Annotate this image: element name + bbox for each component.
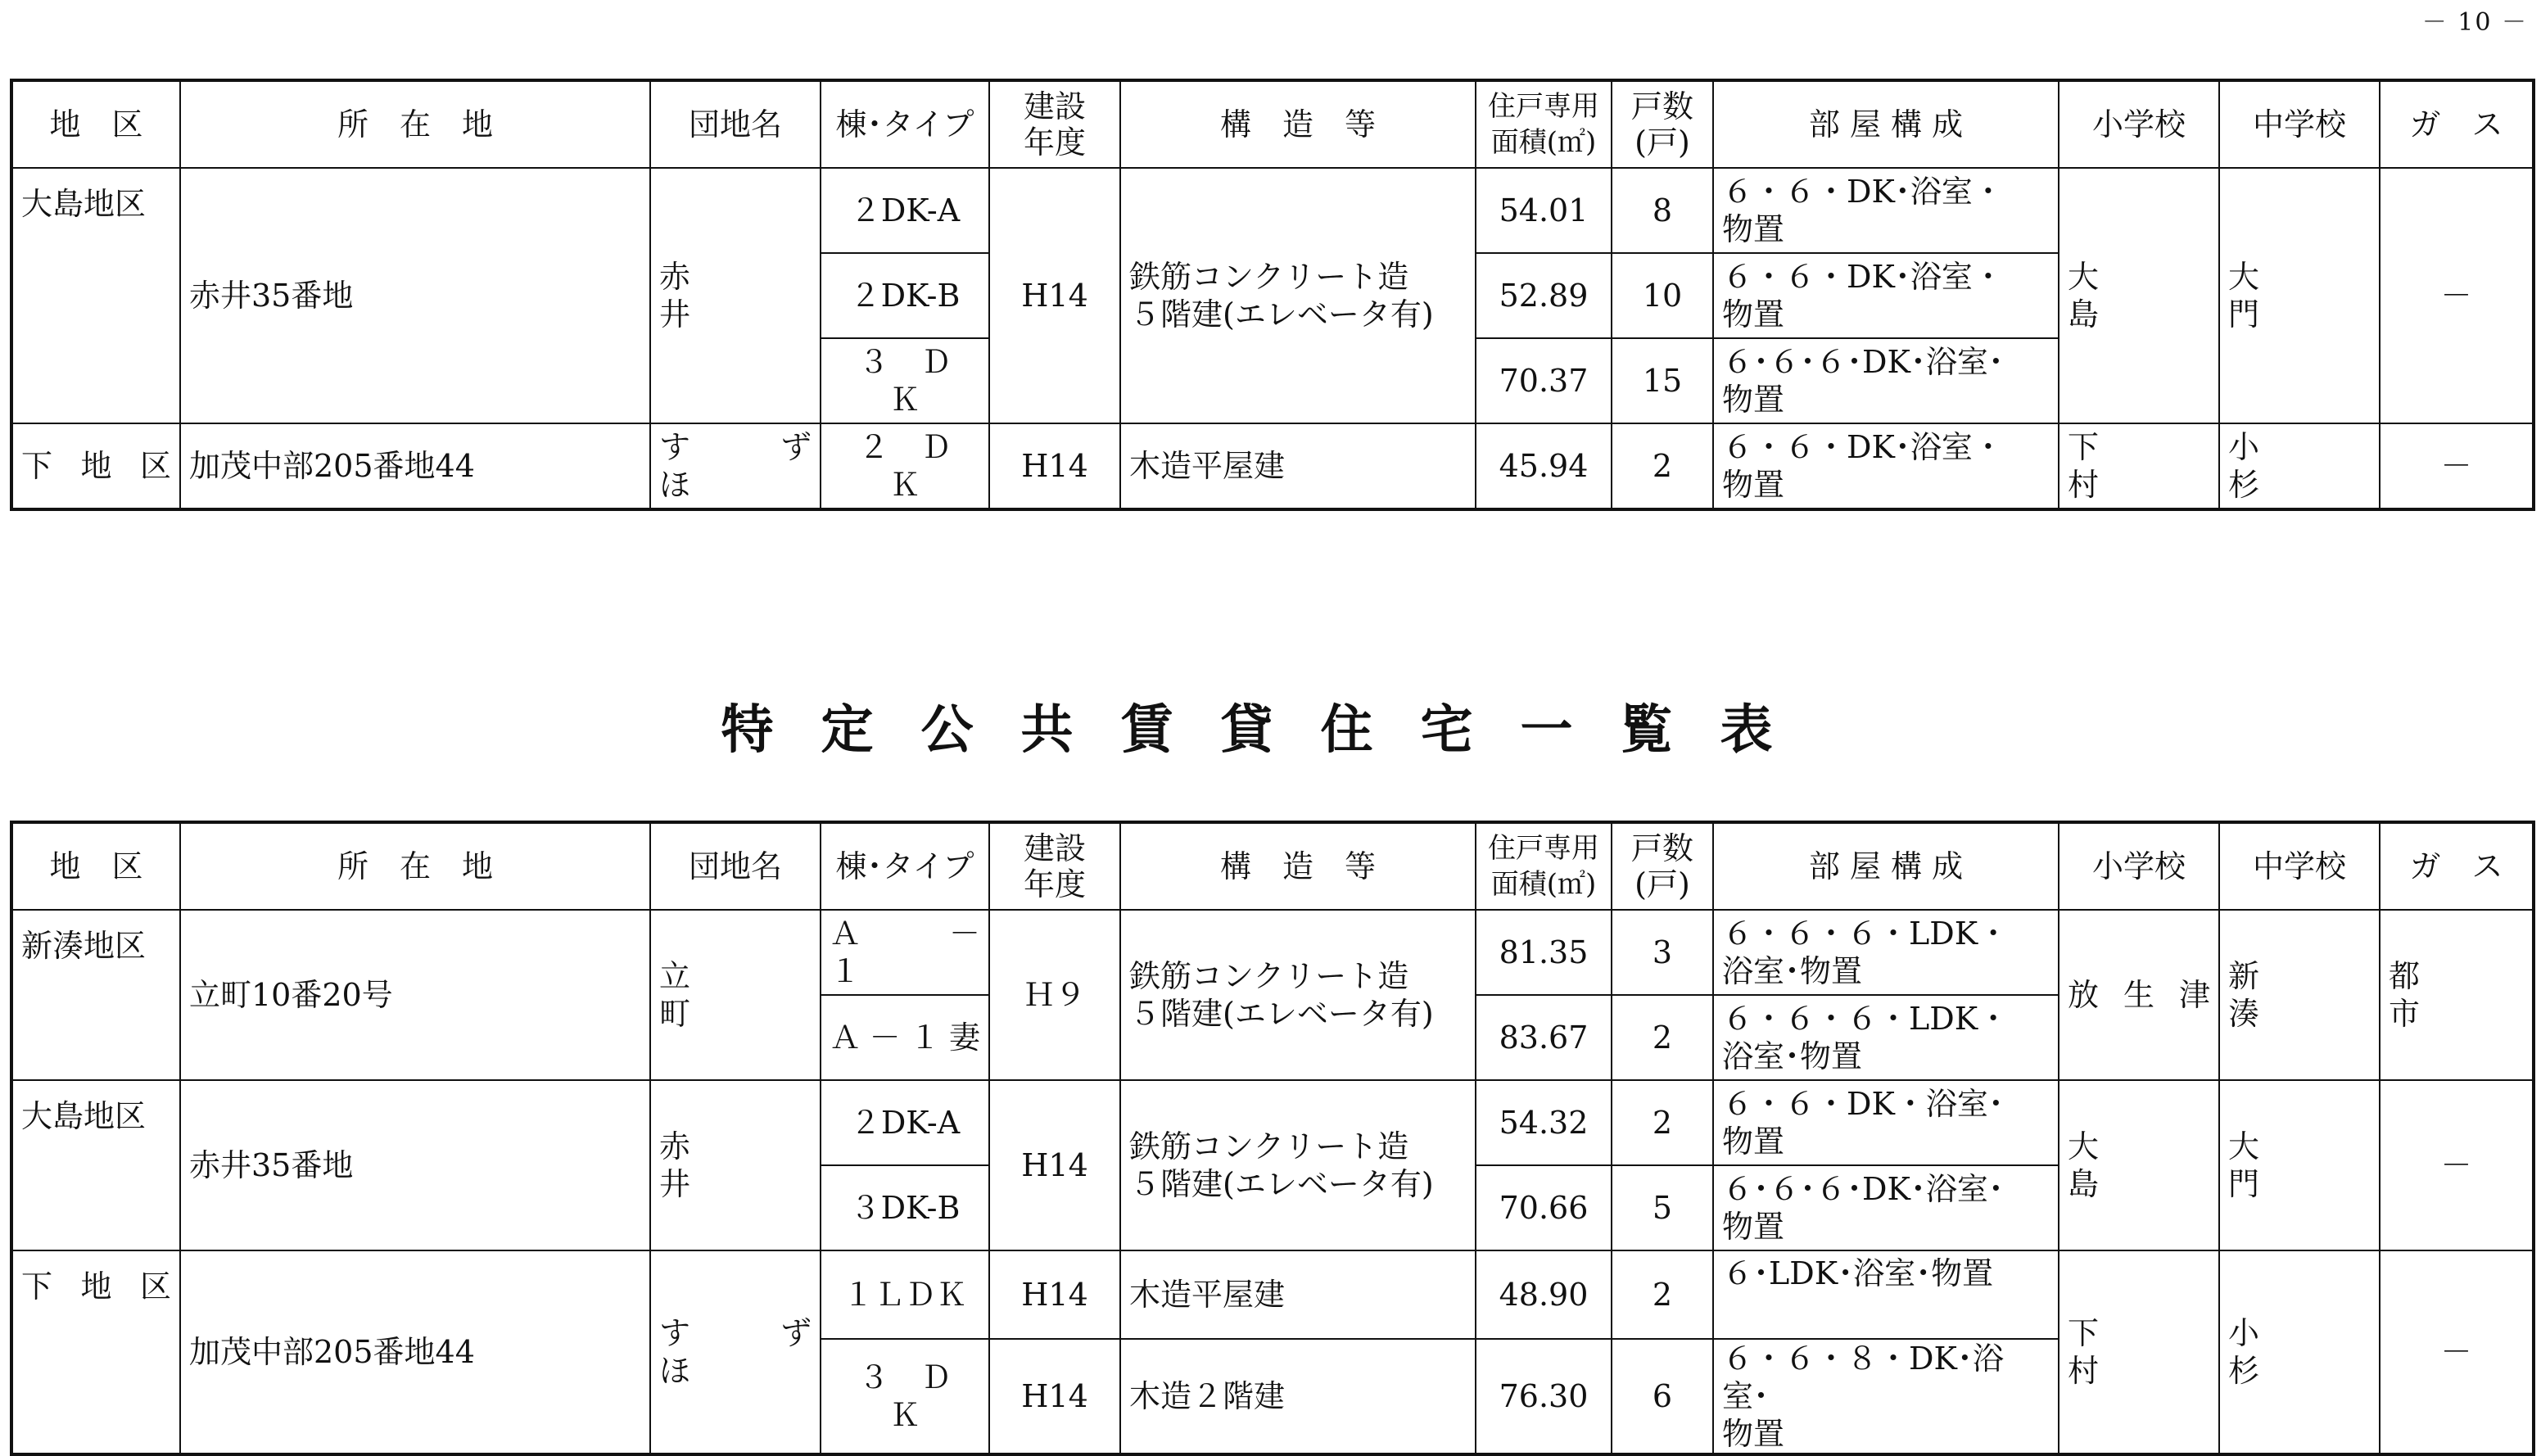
structure-cell: 木造平屋建 <box>1120 1250 1476 1339</box>
type-cell: １ＬＤＫ <box>821 1250 989 1339</box>
header-district: 地 区 <box>11 80 180 168</box>
area-cell: 48.90 <box>1476 1250 1612 1339</box>
estate-cell: 立 町 <box>650 910 821 1080</box>
units-cell: 6 <box>1612 1339 1713 1454</box>
estate-cell: す ず ほ <box>650 423 821 509</box>
type-cell: ２DK-A <box>821 168 989 253</box>
type-cell: ３DK-B <box>821 1165 989 1250</box>
rooms-cell: ６･６･６･DK･浴室･ 物置 <box>1713 1165 2059 1250</box>
gas-cell: － <box>2380 168 2534 423</box>
rooms-cell: ６・６・DK･浴室・ 物置 <box>1713 168 2059 253</box>
header-structure: 構 造 等 <box>1120 80 1476 168</box>
header-junior: 中学校 <box>2219 80 2380 168</box>
district-cell: 大島地区 <box>11 1080 180 1250</box>
rooms-cell: ６・６・DK･浴室・ 物置 <box>1713 253 2059 338</box>
header-rooms: 部 屋 構 成 <box>1713 80 2059 168</box>
page-number: － 10 － <box>2421 8 2528 37</box>
area-cell: 70.37 <box>1476 338 1612 423</box>
junior-cell: 小 杉 <box>2219 1250 2380 1454</box>
header-estate: 団地名 <box>650 822 821 910</box>
header-year: 建設 年度 <box>989 822 1120 910</box>
rooms-cell: ６･６･６･DK･浴室･ 物置 <box>1713 338 2059 423</box>
district-cell: 新湊地区 <box>11 910 180 1080</box>
type-cell: ３ Ｄ Ｋ <box>821 338 989 423</box>
junior-cell: 大 門 <box>2219 1080 2380 1250</box>
units-cell: 10 <box>1612 253 1713 338</box>
header-address: 所 在 地 <box>180 80 650 168</box>
table-row <box>11 910 2534 995</box>
units-cell: 5 <box>1612 1165 1713 1250</box>
area-cell: 81.35 <box>1476 910 1612 995</box>
table-row <box>11 423 2534 509</box>
elementary-cell: 下 村 <box>2059 423 2219 509</box>
junior-cell: 新 湊 <box>2219 910 2380 1080</box>
rooms-cell: ６・６・８・DK･浴室･ 物置 <box>1713 1339 2059 1454</box>
year-cell: H14 <box>989 168 1120 423</box>
header-units: 戸数 (戸) <box>1612 822 1713 910</box>
header-structure: 構 造 等 <box>1120 822 1476 910</box>
rooms-cell: ６・６・６・LDK・ 浴室･物置 <box>1713 995 2059 1080</box>
header-rooms: 部 屋 構 成 <box>1713 822 2059 910</box>
header-elementary: 小学校 <box>2059 822 2219 910</box>
housing-table-1 <box>10 79 2535 511</box>
header-area: 住戸専用 面積(㎡) <box>1476 822 1612 910</box>
structure-cell: 鉄筋コンクリート造 ５階建(エレベータ有) <box>1120 910 1476 1080</box>
units-cell: 2 <box>1612 995 1713 1080</box>
district-cell: 下 地 区 <box>11 1250 180 1454</box>
address-cell: 立町10番20号 <box>180 910 650 1080</box>
units-cell: 2 <box>1612 423 1713 509</box>
year-cell: H14 <box>989 1339 1120 1454</box>
address-cell: 加茂中部205番地44 <box>180 1250 650 1454</box>
elementary-cell: 大 島 <box>2059 168 2219 423</box>
address-cell: 赤井35番地 <box>180 1080 650 1250</box>
gas-cell: － <box>2380 1250 2534 1454</box>
district-cell: 大島地区 <box>11 168 180 423</box>
structure-cell: 鉄筋コンクリート造 ５階建(エレベータ有) <box>1120 168 1476 423</box>
table-header-row <box>11 822 2534 910</box>
rooms-cell: ６・６・DK･浴室・ 物置 <box>1713 423 2059 509</box>
area-cell: 76.30 <box>1476 1339 1612 1454</box>
units-cell: 2 <box>1612 1250 1713 1339</box>
header-district: 地 区 <box>11 822 180 910</box>
elementary-cell: 放 生 津 <box>2059 910 2219 1080</box>
area-cell: 54.01 <box>1476 168 1612 253</box>
header-gas: ガ ス <box>2380 80 2534 168</box>
header-address: 所 在 地 <box>180 822 650 910</box>
address-cell: 加茂中部205番地44 <box>180 423 650 509</box>
type-cell: Ａ－１妻 <box>821 995 989 1080</box>
area-cell: 70.66 <box>1476 1165 1612 1250</box>
estate-cell: 赤 井 <box>650 1080 821 1250</box>
estate-cell: す ず ほ <box>650 1250 821 1454</box>
year-cell: H14 <box>989 423 1120 509</box>
gas-cell: 都 市 <box>2380 910 2534 1080</box>
header-type: 棟･タイプ <box>821 822 989 910</box>
table-row <box>11 1080 2534 1165</box>
housing-table-2 <box>10 821 2535 1456</box>
header-elementary: 小学校 <box>2059 80 2219 168</box>
structure-cell: 鉄筋コンクリート造 ５階建(エレベータ有) <box>1120 1080 1476 1250</box>
units-cell: 15 <box>1612 338 1713 423</box>
estate-cell: 赤 井 <box>650 168 821 423</box>
type-cell: ２ Ｄ Ｋ <box>821 423 989 509</box>
header-junior: 中学校 <box>2219 822 2380 910</box>
year-cell: Ｈ９ <box>989 910 1120 1080</box>
units-cell: 8 <box>1612 168 1713 253</box>
structure-cell: 木造２階建 <box>1120 1339 1476 1454</box>
type-cell: Ａ － １ <box>821 910 989 995</box>
area-cell: 45.94 <box>1476 423 1612 509</box>
structure-cell: 木造平屋建 <box>1120 423 1476 509</box>
units-cell: 3 <box>1612 910 1713 995</box>
table-row <box>11 168 2534 253</box>
junior-cell: 小 杉 <box>2219 423 2380 509</box>
junior-cell: 大 門 <box>2219 168 2380 423</box>
header-type: 棟･タイプ <box>821 80 989 168</box>
elementary-cell: 大 島 <box>2059 1080 2219 1250</box>
header-estate: 団地名 <box>650 80 821 168</box>
header-units: 戸数 (戸) <box>1612 80 1713 168</box>
area-cell: 54.32 <box>1476 1080 1612 1165</box>
table-header-row <box>11 80 2534 168</box>
gas-cell: － <box>2380 423 2534 509</box>
elementary-cell: 下 村 <box>2059 1250 2219 1454</box>
area-cell: 52.89 <box>1476 253 1612 338</box>
address-cell: 赤井35番地 <box>180 168 650 423</box>
district-cell: 下 地 区 <box>11 423 180 509</box>
gas-cell: － <box>2380 1080 2534 1250</box>
rooms-cell: ６・６・６・LDK・ 浴室･物置 <box>1713 910 2059 995</box>
header-year: 建設 年度 <box>989 80 1120 168</box>
table-row <box>11 1250 2534 1339</box>
type-cell: ２DK-A <box>821 1080 989 1165</box>
year-cell: H14 <box>989 1250 1120 1339</box>
header-gas: ガ ス <box>2380 822 2534 910</box>
page-title: 特定公共賃貸住宅一覧表 <box>721 700 1820 761</box>
rooms-cell: ６･LDK･浴室･物置 <box>1713 1250 2059 1339</box>
rooms-cell: ６・６・DK・浴室･ 物置 <box>1713 1080 2059 1165</box>
year-cell: H14 <box>989 1080 1120 1250</box>
area-cell: 83.67 <box>1476 995 1612 1080</box>
units-cell: 2 <box>1612 1080 1713 1165</box>
header-area: 住戸専用 面積(㎡) <box>1476 80 1612 168</box>
type-cell: ２DK-B <box>821 253 989 338</box>
type-cell: ３ Ｄ Ｋ <box>821 1339 989 1454</box>
